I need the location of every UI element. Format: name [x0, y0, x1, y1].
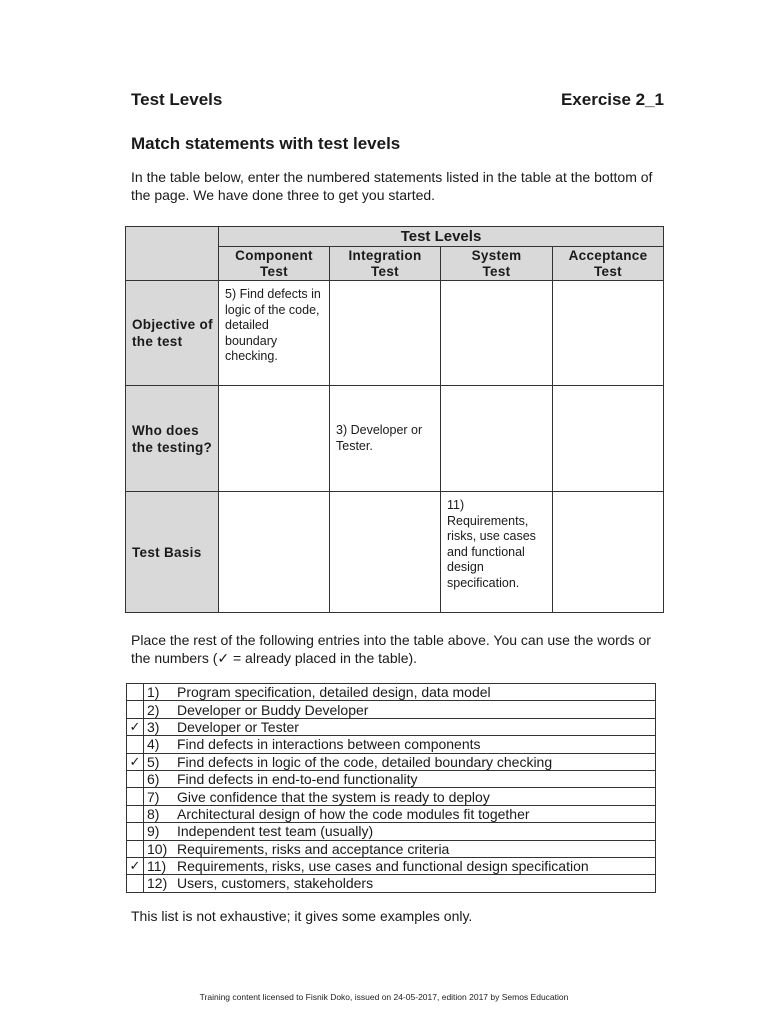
entry-number: 4): [144, 736, 178, 753]
column-header-line: Test: [260, 263, 288, 279]
entry-check-icon: [127, 770, 144, 787]
entry-row: [127, 840, 656, 857]
entry-number: 1): [144, 684, 178, 701]
section-heading: Match statements with test levels: [131, 134, 401, 153]
entry-text: Independent test team (usually): [177, 823, 656, 840]
matrix-cell[interactable]: [553, 492, 664, 613]
matrix-cell[interactable]: [219, 386, 330, 492]
matrix-cell[interactable]: [330, 281, 441, 386]
entry-check-icon: [127, 788, 144, 805]
matrix-cell[interactable]: 5) Find defects in logic of the code, detailed boundary checking.: [219, 281, 330, 386]
matrix-cell[interactable]: 3) Developer or Tester.: [330, 386, 441, 492]
entry-number: 7): [144, 788, 178, 805]
page-title: Test Levels: [131, 90, 223, 109]
intro-paragraph: In the table below, enter the numbered statements listed in the table at the bottom of the page. We have done three to get you started.: [131, 169, 653, 203]
row-header-test-basis: Test Basis: [126, 492, 219, 613]
matrix-corner-cell: [126, 227, 219, 281]
entry-text: Requirements, risks, use cases and functional design specification: [177, 857, 656, 874]
entry-row: [127, 701, 656, 718]
matrix-cell[interactable]: [441, 386, 553, 492]
column-header-line: Integration: [348, 247, 422, 263]
footer-text: Training content licensed to Fisnik Doko, issued on 24-05-2017, edition 2017 by Semos Education: [199, 992, 569, 1002]
row-header-objective: Objective of the test: [126, 281, 219, 386]
entry-check-icon: [127, 805, 144, 822]
entry-text: Users, customers, stakeholders: [177, 875, 656, 892]
column-header-line: Test: [371, 263, 399, 279]
column-header-acceptance: [553, 247, 664, 281]
column-header-line: Test: [594, 263, 622, 279]
entry-number: 6): [144, 770, 178, 787]
entry-text: Developer or Buddy Developer: [177, 701, 656, 718]
matrix-cell[interactable]: [330, 492, 441, 613]
column-header-component: [219, 247, 330, 281]
column-header-line: Component: [235, 247, 313, 263]
column-header-line: Acceptance: [568, 247, 648, 263]
entry-check-icon: [127, 875, 144, 892]
column-header-integration: [330, 247, 441, 281]
entry-text: Find defects in logic of the code, detailed boundary checking: [177, 753, 656, 770]
entry-number: 3): [144, 718, 178, 735]
entry-number: 5): [144, 753, 178, 770]
entry-number: 8): [144, 805, 178, 822]
entry-number: 10): [144, 840, 178, 857]
entry-row: [127, 788, 656, 805]
entry-text: Architectural design of how the code modules fit together: [177, 805, 656, 822]
entry-row: [127, 875, 656, 892]
entry-check-icon: [127, 840, 144, 857]
entry-text: Program specification, detailed design, data model: [177, 684, 656, 701]
entry-row: [127, 753, 656, 770]
row-header-who: Who does the testing?: [126, 386, 219, 492]
entry-number: 11): [144, 857, 178, 874]
entry-number: 9): [144, 823, 178, 840]
matrix-cell[interactable]: [553, 386, 664, 492]
column-header-system: [441, 247, 553, 281]
entry-text: Give confidence that the system is ready to deploy: [177, 788, 656, 805]
entry-text: Find defects in interactions between components: [177, 736, 656, 753]
note-text: This list is not exhaustive; it gives some examples only.: [131, 908, 473, 924]
entry-number: 12): [144, 875, 178, 892]
entry-number: 2): [144, 701, 178, 718]
test-levels-matrix: [125, 226, 664, 613]
entry-row: [127, 857, 656, 874]
entry-row: [127, 823, 656, 840]
matrix-cell[interactable]: [553, 281, 664, 386]
entries-table: [126, 683, 656, 893]
entry-check-icon: [127, 736, 144, 753]
column-header-line: Test: [482, 263, 511, 279]
entry-row: [127, 805, 656, 822]
instructions-paragraph: Place the rest of the following entries into the table above. You can use the words or the numbers (✓ = already placed in the table).: [131, 632, 651, 666]
entry-check-icon: [127, 823, 144, 840]
entry-text: Developer or Tester: [177, 718, 656, 735]
entry-row: [127, 736, 656, 753]
entry-check-icon: [127, 701, 144, 718]
column-header-line: System: [471, 247, 522, 263]
exercise-label: Exercise 2_1: [560, 90, 664, 109]
entry-text: Find defects in end-to-end functionality: [177, 770, 656, 787]
matrix-cell[interactable]: [441, 281, 553, 386]
entry-check-icon: ✓: [127, 718, 144, 735]
entry-row: [127, 684, 656, 701]
matrix-cell[interactable]: [219, 492, 330, 613]
entry-check-icon: [127, 684, 144, 701]
entry-check-icon: ✓: [127, 857, 144, 874]
entry-row: [127, 718, 656, 735]
matrix-cell[interactable]: 11) Requirements, risks, use cases and functional design specification.: [441, 492, 553, 613]
entry-row: [127, 770, 656, 787]
entry-check-icon: ✓: [127, 753, 144, 770]
matrix-group-header: Test Levels: [219, 227, 664, 247]
entry-text: Requirements, risks and acceptance criteria: [177, 840, 656, 857]
